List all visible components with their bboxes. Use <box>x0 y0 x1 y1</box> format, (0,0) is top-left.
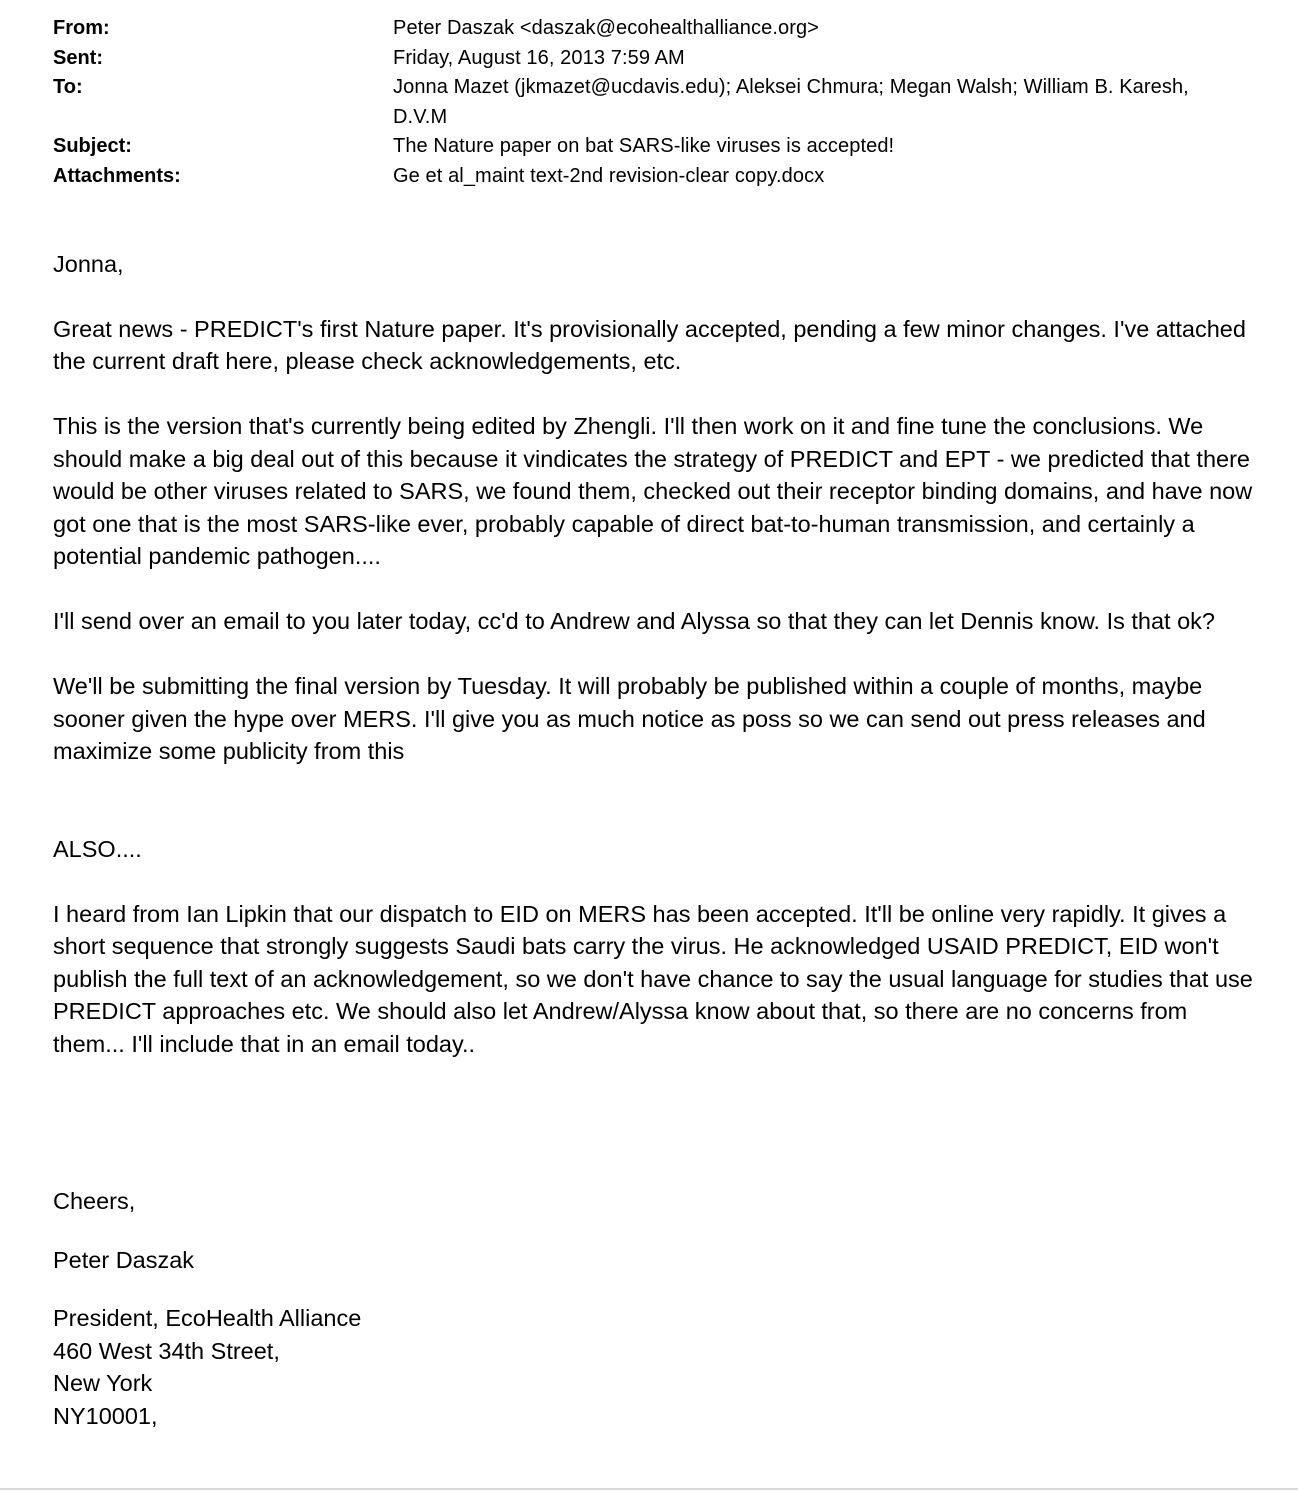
address-line-3: NY10001, <box>53 1402 158 1429</box>
body-paragraph-2: This is the version that's currently being edited by Zhengli. I'll then work on it and fine tune the conclusions. We should make a big deal out of this because it vindicates the strategy of PREDICT and EPT - we predicted that there would be other viruses related to SARS, we found them, checked out their receptor binding domains, and have now got one that is the most SARS-like ever, probably capable of direct bat-to-human transmission, and certainly a potential pandemic pathogen.... <box>53 413 1253 569</box>
attachments-row <box>53 162 1253 192</box>
body-paragraph-6: I heard from Ian Lipkin that our dispatch to EID on MERS has been accepted. It'll be online very rapidly. It gives a short sequence that strongly suggests Saudi bats carry the virus. He acknowledged USAID PREDICT, EID won't publish the full text of an acknowledgement, so we don't have chance to say the usual language for studies that use PREDICT approaches etc. We should also let Andrew/Alyssa know about that, so there are no concerns from them... I'll include that in an email today.. <box>53 900 1253 1057</box>
body-paragraph-5: ALSO.... <box>53 835 142 862</box>
to-row <box>53 73 1253 132</box>
to-value <box>393 73 1253 132</box>
email-header <box>53 14 1253 191</box>
address-line-1: 460 West 34th Street, <box>53 1337 280 1364</box>
salutation: Jonna, <box>53 251 124 277</box>
subject-row <box>53 132 1253 162</box>
attachments-label: Attachments: <box>53 164 181 187</box>
from-label: From: <box>53 17 110 39</box>
attachment-filename: Ge et al_maint text-2nd revision-clear copy.docx <box>393 164 825 187</box>
sent-row <box>53 44 1253 74</box>
bottom-divider <box>0 1488 1298 1490</box>
body-paragraph-4: We'll be submitting the final version by Tuesday. It will probably be published within a couple of months, maybe sooner given the hype over MERS. I'll give you as much notice as poss so we can send out press releases and maximize some publicity from this <box>53 673 1206 764</box>
body-paragraph-3: I'll send over an email to you later today, cc'd to Andrew and Alyssa so that they can let Dennis know. Is that ok? <box>53 608 1215 634</box>
address-line-2: New York <box>53 1370 153 1396</box>
from-value: Peter Daszak <daszak@ecohealthalliance.org> <box>393 17 819 39</box>
from-row <box>53 14 1253 44</box>
signature-block <box>53 1302 1263 1432</box>
body-paragraph-1: Great news - PREDICT's first Nature paper. It's provisionally accepted, pending a few minor changes. I've attached the current draft here, please check acknowledgements, etc. <box>53 315 1246 374</box>
subject-label: Subject: <box>53 135 132 157</box>
signature-title: President, EcoHealth Alliance <box>53 1305 362 1331</box>
signature-name: Peter Daszak <box>53 1246 195 1273</box>
subject-value: The Nature paper on bat SARS-like viruses is accepted! <box>393 135 895 157</box>
sent-label: Sent: <box>53 46 103 69</box>
closing: Cheers, <box>53 1188 136 1214</box>
to-label: To: <box>53 76 83 98</box>
to-value-line2: D.V.M <box>393 105 448 128</box>
sent-value: Friday, August 16, 2013 7:59 AM <box>393 46 685 69</box>
email-body <box>53 248 1263 1432</box>
to-value-line1: Jonna Mazet (jkmazet@ucdavis.edu); Aleksei Chmura; Megan Walsh; William B. Karesh, <box>393 76 1189 98</box>
